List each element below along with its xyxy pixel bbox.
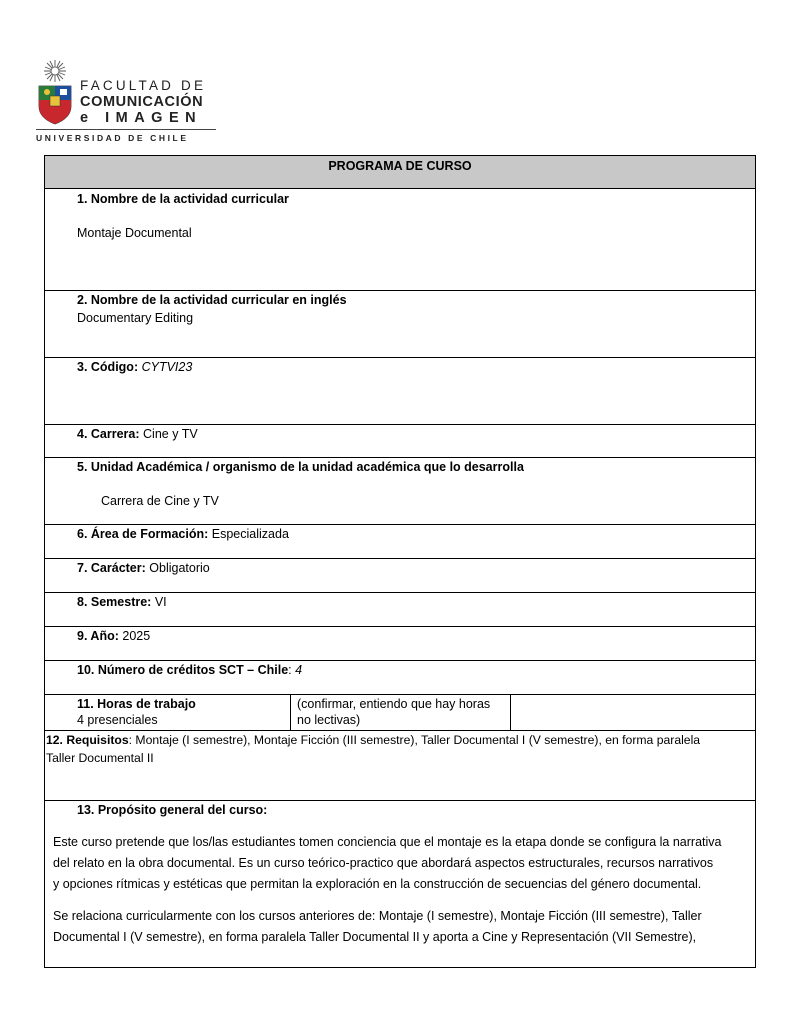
section-6-area: [45, 525, 755, 559]
hours-cell-divider-2: [510, 695, 511, 730]
section-4-value: Cine y TV: [143, 427, 198, 441]
section-10-separator: :: [288, 663, 296, 677]
hours-cell-divider-1: [290, 695, 291, 730]
section-3-code: [45, 358, 755, 425]
faculty-logo: [36, 58, 221, 144]
section-13-p1-line1: Este curso pretende que los/las estudiantes tomen conciencia que el montaje es la etapa donde se configura la narrativa: [53, 835, 722, 849]
section-2-value: Documentary Editing: [77, 311, 194, 325]
section-11-hours: [45, 695, 755, 731]
section-8-semester: [45, 593, 755, 627]
section-13-purpose: [45, 801, 755, 967]
course-program-table: [44, 155, 756, 968]
section-3-label: 3. Código:: [77, 360, 142, 374]
table-title: PROGRAMA DE CURSO: [328, 159, 472, 173]
section-11-note-line2: no lectivas): [297, 713, 361, 727]
section-12-label: 12. Requisitos: [46, 733, 129, 747]
section-12-line1: : Montaje (I semestre), Montaje Ficción (III semestre), Taller Documental I (V semestre), en forma paralela: [128, 733, 701, 747]
section-13-p2-line1: Se relaciona curricularmente con los cursos anteriores de: Montaje (I semestre), Montaje Ficción (III semestre), Taller: [53, 909, 702, 923]
section-7-value: Obligatorio: [149, 561, 210, 575]
section-1-label: 1. Nombre de la actividad curricular: [77, 192, 289, 206]
brand-line-facultad: FACULTAD DE: [80, 78, 207, 93]
section-11-label: 11. Horas de trabajo: [77, 697, 196, 711]
section-12-line2: Taller Documental II: [46, 751, 154, 765]
section-10-credits: [45, 661, 755, 695]
brand-line-comunicacion: COMUNICACIÓN: [80, 94, 204, 110]
section-6-value: Especializada: [211, 527, 289, 541]
section-13-p1-line3: y opciones rítmicas y estéticas que permitan la exploración en la construcción de secuencias del género documental.: [53, 877, 702, 891]
section-10-value: 4: [295, 663, 303, 677]
section-3-value: CYTVI23: [141, 360, 193, 374]
section-9-value: 2025: [122, 629, 151, 643]
section-9-label: 9. Año:: [77, 629, 123, 643]
university-seal-icon: [36, 58, 74, 126]
section-5-label: 5. Unidad Académica / organismo de la unidad académica que lo desarrolla: [77, 460, 524, 474]
section-11-value: 4 presenciales: [77, 713, 158, 727]
logo-divider: [36, 129, 216, 130]
brand-line-imagen: e IMAGEN: [80, 110, 203, 126]
section-7-label: 7. Carácter:: [77, 561, 150, 575]
section-4-career: [45, 425, 755, 458]
section-8-value: VI: [154, 595, 167, 609]
section-7-character: [45, 559, 755, 593]
table-header: [45, 156, 755, 189]
brand-university: UNIVERSIDAD DE CHILE: [36, 133, 189, 143]
section-1-name: [45, 189, 755, 291]
section-4-label: 4. Carrera:: [77, 427, 144, 441]
section-9-year: [45, 627, 755, 661]
section-2-label: 2. Nombre de la actividad curricular en inglés: [77, 293, 347, 307]
section-11-note-line1: (confirmar, entiendo que hay horas: [297, 697, 491, 711]
section-13-p1-line2: del relato en la obra documental. Es un curso teórico-practico que abordará aspectos estructurales, recursos narrativos: [53, 856, 714, 870]
section-13-label: 13. Propósito general del curso:: [77, 803, 268, 817]
section-5-academic-unit: [45, 458, 755, 525]
section-2-english-name: [45, 291, 755, 358]
section-5-value: Carrera de Cine y TV: [101, 494, 219, 508]
section-1-value: Montaje Documental: [77, 226, 192, 240]
section-12-requirements: [45, 731, 755, 801]
section-8-label: 8. Semestre:: [77, 595, 155, 609]
section-10-label: 10. Número de créditos SCT – Chile: [77, 663, 289, 677]
section-6-label: 6. Área de Formación:: [77, 527, 212, 541]
section-13-p2-line2: Documental I (V semestre), en forma paralela Taller Documental II y aporta a Cine y Representación (VII Semestre),: [53, 930, 697, 944]
